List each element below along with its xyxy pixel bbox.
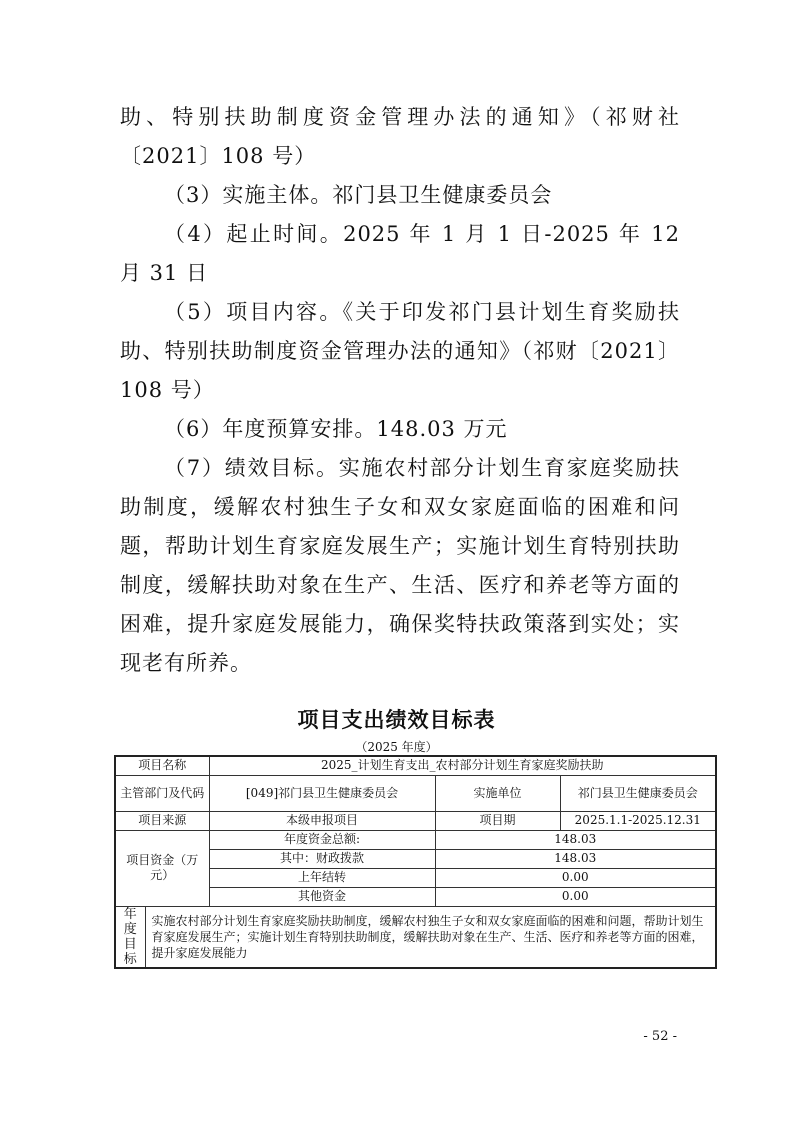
performance-target-table xyxy=(114,755,717,969)
funds-row-value: 148.03 xyxy=(435,830,716,849)
period-value: 2025.1.1-2025.12.31 xyxy=(560,811,716,830)
funds-row-value: 0.00 xyxy=(435,887,716,906)
table-row xyxy=(115,775,716,811)
body-paragraph-budget: （6）年度预算安排。148.03 万元 xyxy=(164,417,508,441)
body-paragraph-implementer: （3）实施主体。祁门县卫生健康委员会 xyxy=(164,183,553,207)
funds-row-label: 其中：财政拨款 xyxy=(209,849,435,868)
project-name-label: 项目名称 xyxy=(115,756,209,775)
period-label: 项目期 xyxy=(435,811,560,830)
annual-goal-label-char: 年 xyxy=(123,906,137,922)
annual-goal-label-char: 标 xyxy=(123,951,137,967)
table-year: （2025 年度） xyxy=(355,740,438,754)
table-row xyxy=(115,906,716,968)
body-paragraph-goal: （7）绩效目标。实施农村部分计划生育家庭奖励扶助制度，缓解农村独生子女和双女家庭面临的困难和问题，帮助计划生育家庭发展生产；实施计划生育特别扶助制度，缓解扶助对象在生产、生活、医疗和养老等方面的困难，提升家庭发展能力，确保奖特扶政策落到实处；实现老有所养。 xyxy=(120,456,680,675)
impl-unit-value: 祁门县卫生健康委员会 xyxy=(560,775,716,811)
impl-unit-label: 实施单位 xyxy=(435,775,560,811)
table-row xyxy=(115,830,716,849)
source-label: 项目来源 xyxy=(115,811,209,830)
page-number: - 52 - xyxy=(643,1029,677,1044)
funds-row-label: 其他资金 xyxy=(209,887,435,906)
body-paragraph-content: （5）项目内容。《关于印发祁门县计划生育奖励扶助、特别扶助制度资金管理办法的通知》（祁财〔2021〕108 号） xyxy=(120,300,680,402)
annual-goal-label-char: 度 xyxy=(123,921,137,937)
source-value: 本级申报项目 xyxy=(209,811,435,830)
annual-goal-text: 实施农村部分计划生育家庭奖励扶助制度，缓解农村独生子女和双女家庭面临的困难和问题，帮助计划生育家庭发展生产；实施计划生育特别扶助制度，缓解扶助对象在生产、生活、医疗和养老等方面的困难，提升家庭发展能力 xyxy=(145,906,716,968)
project-name-value: 2025_计划生育支出_农村部分计划生育家庭奖励扶助 xyxy=(209,756,716,775)
funds-label: 项目资金（万元） xyxy=(115,830,209,906)
funds-row-label: 年度资金总额: xyxy=(209,830,435,849)
table-row xyxy=(115,756,716,775)
dept-label: 主管部门及代码 xyxy=(115,775,209,811)
annual-goal-label xyxy=(115,906,145,968)
funds-row-value: 0.00 xyxy=(435,868,716,887)
table-title: 项目支出绩效目标表 xyxy=(297,708,496,732)
body-paragraph-notice-ref: 助、特别扶助制度资金管理办法的通知》（祁财社〔2021〕108 号） xyxy=(120,105,680,168)
annual-goal-label-char: 目 xyxy=(123,936,137,952)
funds-row-value: 148.03 xyxy=(435,849,716,868)
funds-row-label: 上年结转 xyxy=(209,868,435,887)
table-row xyxy=(115,811,716,830)
body-paragraph-period: （4）起止时间。2025 年 1 月 1 日-2025 年 12 月 31 日 xyxy=(120,222,680,285)
dept-value: [049]祁门县卫生健康委员会 xyxy=(209,775,435,811)
